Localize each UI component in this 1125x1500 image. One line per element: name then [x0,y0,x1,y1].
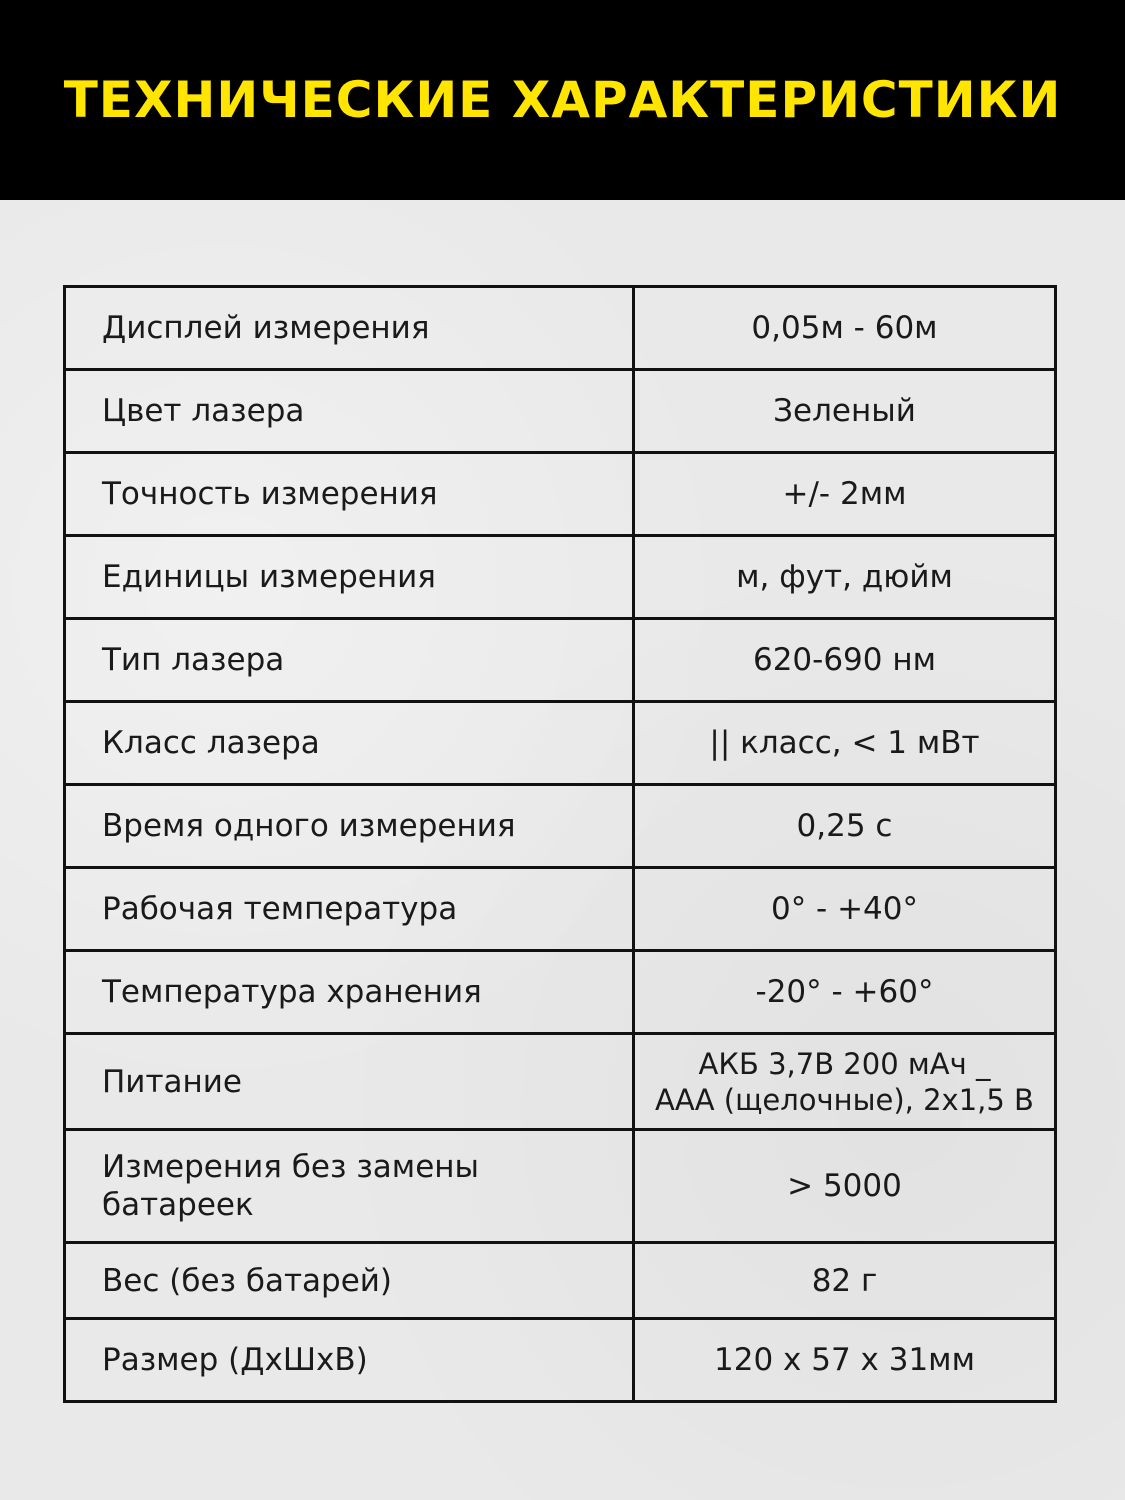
spec-value: -20° - +60° [634,951,1056,1034]
page-title: ТЕХНИЧЕСКИЕ ХАРАКТЕРИСТИКИ [63,71,1062,129]
table-row [65,1034,1056,1130]
spec-value: м, фут, дюйм [634,536,1056,619]
spec-value: 82 г [634,1243,1056,1319]
spec-value-line: АКБ 3,7В 200 мАч _ [698,1046,991,1081]
spec-label: Рабочая температура [65,868,634,951]
spec-label: Точность измерения [65,453,634,536]
spec-label: Размер (ДхШхВ) [65,1319,634,1402]
table-row [65,287,1056,370]
table-row [65,619,1056,702]
table-row [65,951,1056,1034]
table-row [65,1243,1056,1319]
spec-label: Время одного измерения [65,785,634,868]
table-row [65,1319,1056,1402]
spec-value: 620-690 нм [634,619,1056,702]
table-row [65,370,1056,453]
table-row [65,785,1056,868]
table-row [65,453,1056,536]
spec-label [65,1130,634,1243]
spec-value: 0,25 с [634,785,1056,868]
spec-value: 0° - +40° [634,868,1056,951]
table-row [65,536,1056,619]
spec-value [634,1034,1056,1130]
spec-value: Зеленый [634,370,1056,453]
spec-label: Класс лазера [65,702,634,785]
specifications-table [63,285,1057,1403]
spec-label: Единицы измерения [65,536,634,619]
spec-label: Цвет лазера [65,370,634,453]
spec-value: || класс, < 1 мВт [634,702,1056,785]
table-row [65,868,1056,951]
spec-value-line: ААА (щелочные), 2х1,5 В [655,1082,1034,1117]
header-bar [0,0,1125,200]
spec-label: Питание [65,1034,634,1130]
spec-value: 0,05м - 60м [634,287,1056,370]
spec-label-line: Измерения без замены [102,1149,480,1185]
spec-value: +/- 2мм [634,453,1056,536]
table-row [65,702,1056,785]
spec-value: > 5000 [634,1130,1056,1243]
spec-label: Вес (без батарей) [65,1243,634,1319]
spec-label: Температура хранения [65,951,634,1034]
spec-label: Тип лазера [65,619,634,702]
spec-label-line: батареек [102,1187,254,1223]
table-row [65,1130,1056,1243]
spec-label: Дисплей измерения [65,287,634,370]
spec-value: 120 х 57 х 31мм [634,1319,1056,1402]
